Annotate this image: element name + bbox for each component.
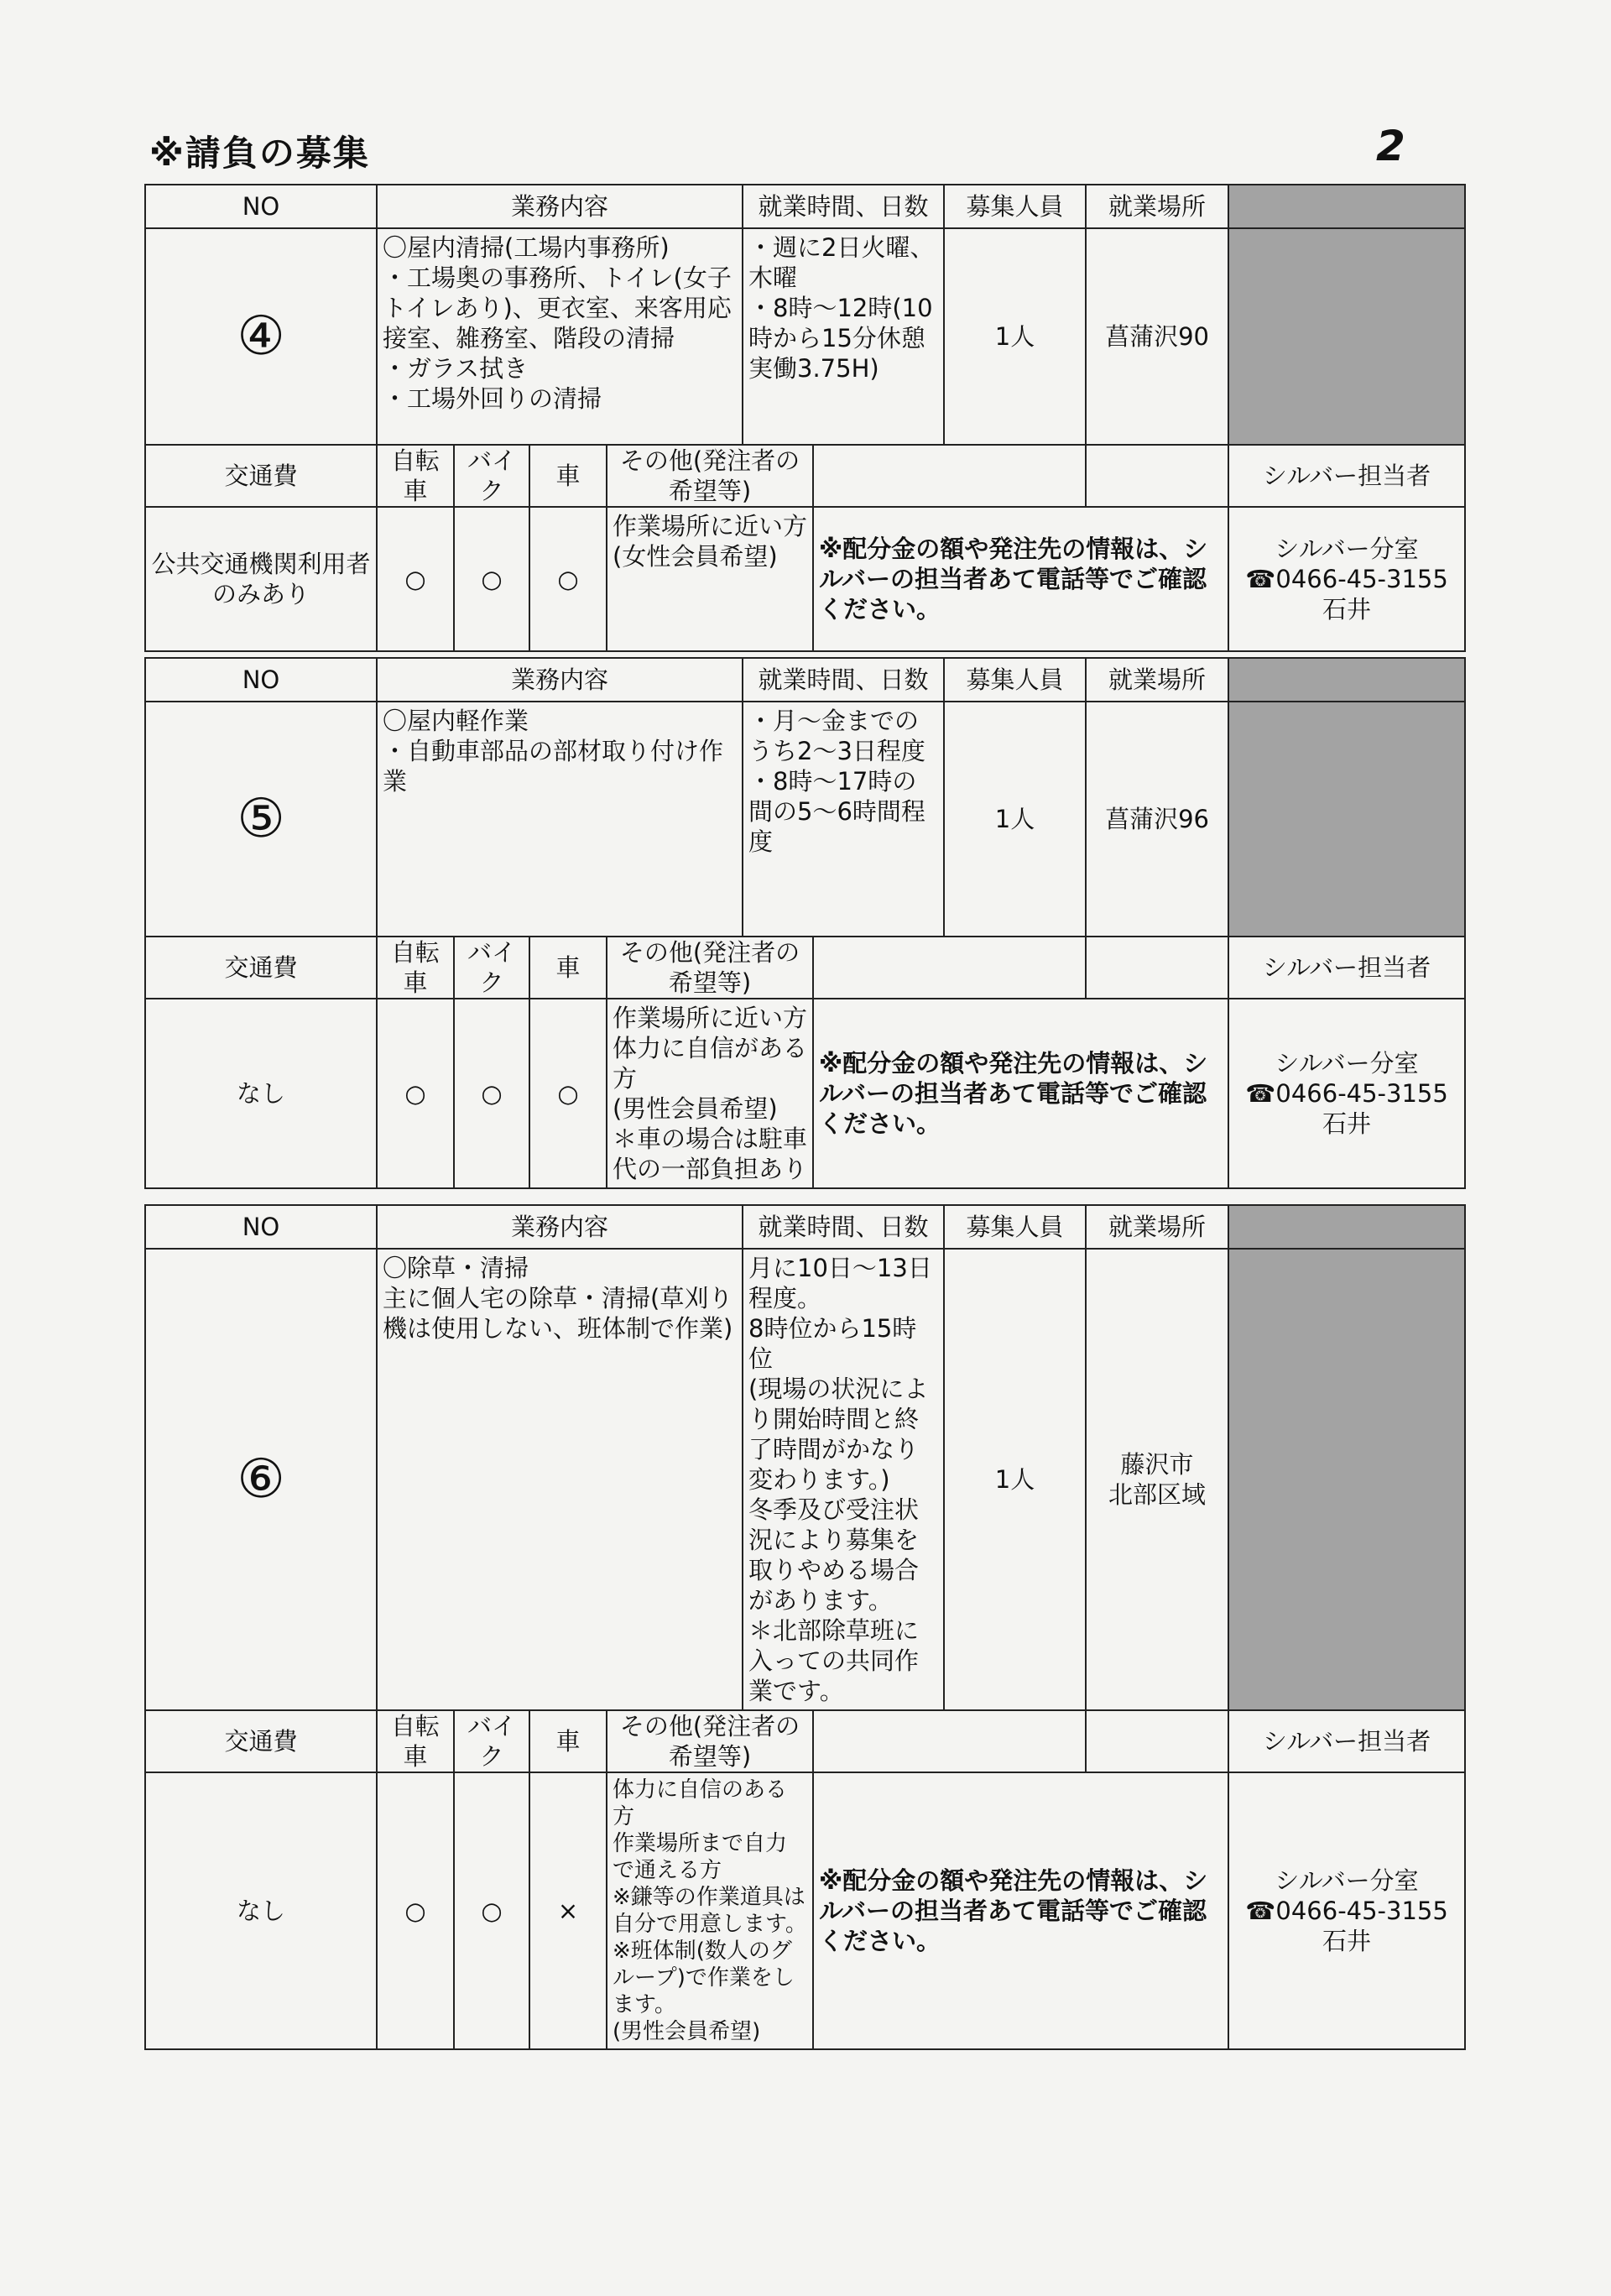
shaded-cell [1228, 658, 1465, 702]
fare-header: 交通費 [145, 937, 377, 999]
job-detail-row [145, 702, 1465, 937]
schedule-header: 就業時間、日数 [743, 185, 944, 228]
bicycle-mark: ○ [377, 1772, 454, 2049]
job-header-row [145, 658, 1465, 702]
car-header: 車 [529, 445, 607, 507]
motorbike-header: バイク [454, 1710, 529, 1772]
bicycle-mark: ○ [377, 999, 454, 1188]
contact-header: シルバー担当者 [1228, 1710, 1465, 1772]
shaded-cell [1228, 702, 1465, 937]
bicycle-header: 自転車 [377, 1710, 454, 1772]
page-title: ※請負の募集 [149, 133, 370, 174]
motorbike-header: バイク [454, 445, 529, 507]
job-detail-row [145, 1249, 1465, 1710]
blank-cell [813, 1710, 1086, 1772]
condition-header-row [145, 1710, 1465, 1772]
schedule-header: 就業時間、日数 [743, 1205, 944, 1249]
job-table-5 [144, 657, 1466, 1189]
blank-cell [1086, 937, 1228, 999]
car-header: 車 [529, 937, 607, 999]
no-header: NO [145, 1205, 377, 1249]
contact-header: シルバー担当者 [1228, 937, 1465, 999]
car-mark: × [529, 1772, 607, 2049]
content-header: 業務内容 [377, 658, 743, 702]
other-header: その他(発注者の希望等) [607, 1710, 813, 1772]
job-people: 1人 [944, 1249, 1086, 1710]
blank-cell [813, 937, 1086, 999]
other-requests: 体力に自信のある方 作業場所まで自力で通える方 ※鎌等の作業道具は自分で用意します。 ※班体制(数人のグループ)で作業をします。 (男性会員希望) [607, 1772, 813, 2049]
content-header: 業務内容 [377, 185, 743, 228]
fare-header: 交通費 [145, 1710, 377, 1772]
bicycle-mark: ○ [377, 507, 454, 651]
contact-header: シルバー担当者 [1228, 445, 1465, 507]
job-place: 菖蒲沢96 [1086, 702, 1228, 937]
job-header-row [145, 1205, 1465, 1249]
job-people: 1人 [944, 228, 1086, 445]
condition-header-row [145, 937, 1465, 999]
shaded-cell [1228, 185, 1465, 228]
condition-header-row [145, 445, 1465, 507]
other-requests: 作業場所に近い方 (女性会員希望) [607, 507, 813, 651]
fare-value: なし [145, 999, 377, 1188]
notice-text: ※配分金の額や発注先の情報は、シルバーの担当者あて電話等でご確認ください。 [813, 507, 1228, 651]
shaded-cell [1228, 1249, 1465, 1710]
job-place: 菖蒲沢90 [1086, 228, 1228, 445]
notice-text: ※配分金の額や発注先の情報は、シルバーの担当者あて電話等でご確認ください。 [813, 999, 1228, 1188]
blank-cell [1086, 445, 1228, 507]
job-table-6 [144, 1204, 1466, 2050]
fare-value: なし [145, 1772, 377, 2049]
other-header: その他(発注者の希望等) [607, 445, 813, 507]
job-content: 〇屋内清掃(工場内事務所) ・工場奥の事務所、トイレ(女子トイレあり)、更衣室、来客用応接室、雑務室、階段の清掃 ・ガラス拭き ・工場外回りの清掃 [377, 228, 743, 445]
contact-info: シルバー分室 ☎0466-45-3155 石井 [1228, 999, 1465, 1188]
car-header: 車 [529, 1710, 607, 1772]
place-header: 就業場所 [1086, 1205, 1228, 1249]
contact-info: シルバー分室 ☎0466-45-3155 石井 [1228, 507, 1465, 651]
motorbike-mark: ○ [454, 507, 529, 651]
job-schedule: 月に10日～13日程度。 8時位から15時位 (現場の状況により開始時間と終了時間がかなり変わります。) 冬季及び受注状況により募集を取りやめる場合があります。 ＊北部除草班に入っての共同作業です。 [743, 1249, 944, 1710]
place-header: 就業場所 [1086, 658, 1228, 702]
car-mark: ○ [529, 507, 607, 651]
other-requests: 作業場所に近い方 体力に自信がある方 (男性会員希望) ＊車の場合は駐車代の一部負担あり [607, 999, 813, 1188]
no-header: NO [145, 185, 377, 228]
people-header: 募集人員 [944, 1205, 1086, 1249]
people-header: 募集人員 [944, 658, 1086, 702]
schedule-header: 就業時間、日数 [743, 658, 944, 702]
condition-row [145, 999, 1465, 1188]
job-table-4 [144, 184, 1466, 652]
fare-value: 公共交通機関利用者のみあり [145, 507, 377, 651]
job-place: 藤沢市 北部区域 [1086, 1249, 1228, 1710]
shaded-cell [1228, 228, 1465, 445]
job-schedule: ・週に2日火曜、木曜 ・8時～12時(10時から15分休憩 実働3.75H) [743, 228, 944, 445]
other-header: その他(発注者の希望等) [607, 937, 813, 999]
motorbike-mark: ○ [454, 1772, 529, 2049]
job-people: 1人 [944, 702, 1086, 937]
condition-row [145, 507, 1465, 651]
shaded-cell [1228, 1205, 1465, 1249]
blank-cell [1086, 1710, 1228, 1772]
content-header: 業務内容 [377, 1205, 743, 1249]
fare-header: 交通費 [145, 445, 377, 507]
notice-text: ※配分金の額や発注先の情報は、シルバーの担当者あて電話等でご確認ください。 [813, 1772, 1228, 2049]
bicycle-header: 自転車 [377, 445, 454, 507]
job-number: ④ [145, 228, 377, 445]
motorbike-mark: ○ [454, 999, 529, 1188]
people-header: 募集人員 [944, 185, 1086, 228]
page-number: 2 [1376, 122, 1405, 170]
bicycle-header: 自転車 [377, 937, 454, 999]
blank-cell [813, 445, 1086, 507]
job-header-row [145, 185, 1465, 228]
job-content: 〇除草・清掃 主に個人宅の除草・清掃(草刈り機は使用しない、班体制で作業) [377, 1249, 743, 1710]
contact-info: シルバー分室 ☎0466-45-3155 石井 [1228, 1772, 1465, 2049]
place-header: 就業場所 [1086, 185, 1228, 228]
job-number: ⑥ [145, 1249, 377, 1710]
job-content: 〇屋内軽作業 ・自動車部品の部材取り付け作業 [377, 702, 743, 937]
car-mark: ○ [529, 999, 607, 1188]
job-number: ⑤ [145, 702, 377, 937]
job-schedule: ・月～金までのうち2～3日程度 ・8時～17時の間の5～6時間程度 [743, 702, 944, 937]
condition-row [145, 1772, 1465, 2049]
motorbike-header: バイク [454, 937, 529, 999]
no-header: NO [145, 658, 377, 702]
job-detail-row [145, 228, 1465, 445]
